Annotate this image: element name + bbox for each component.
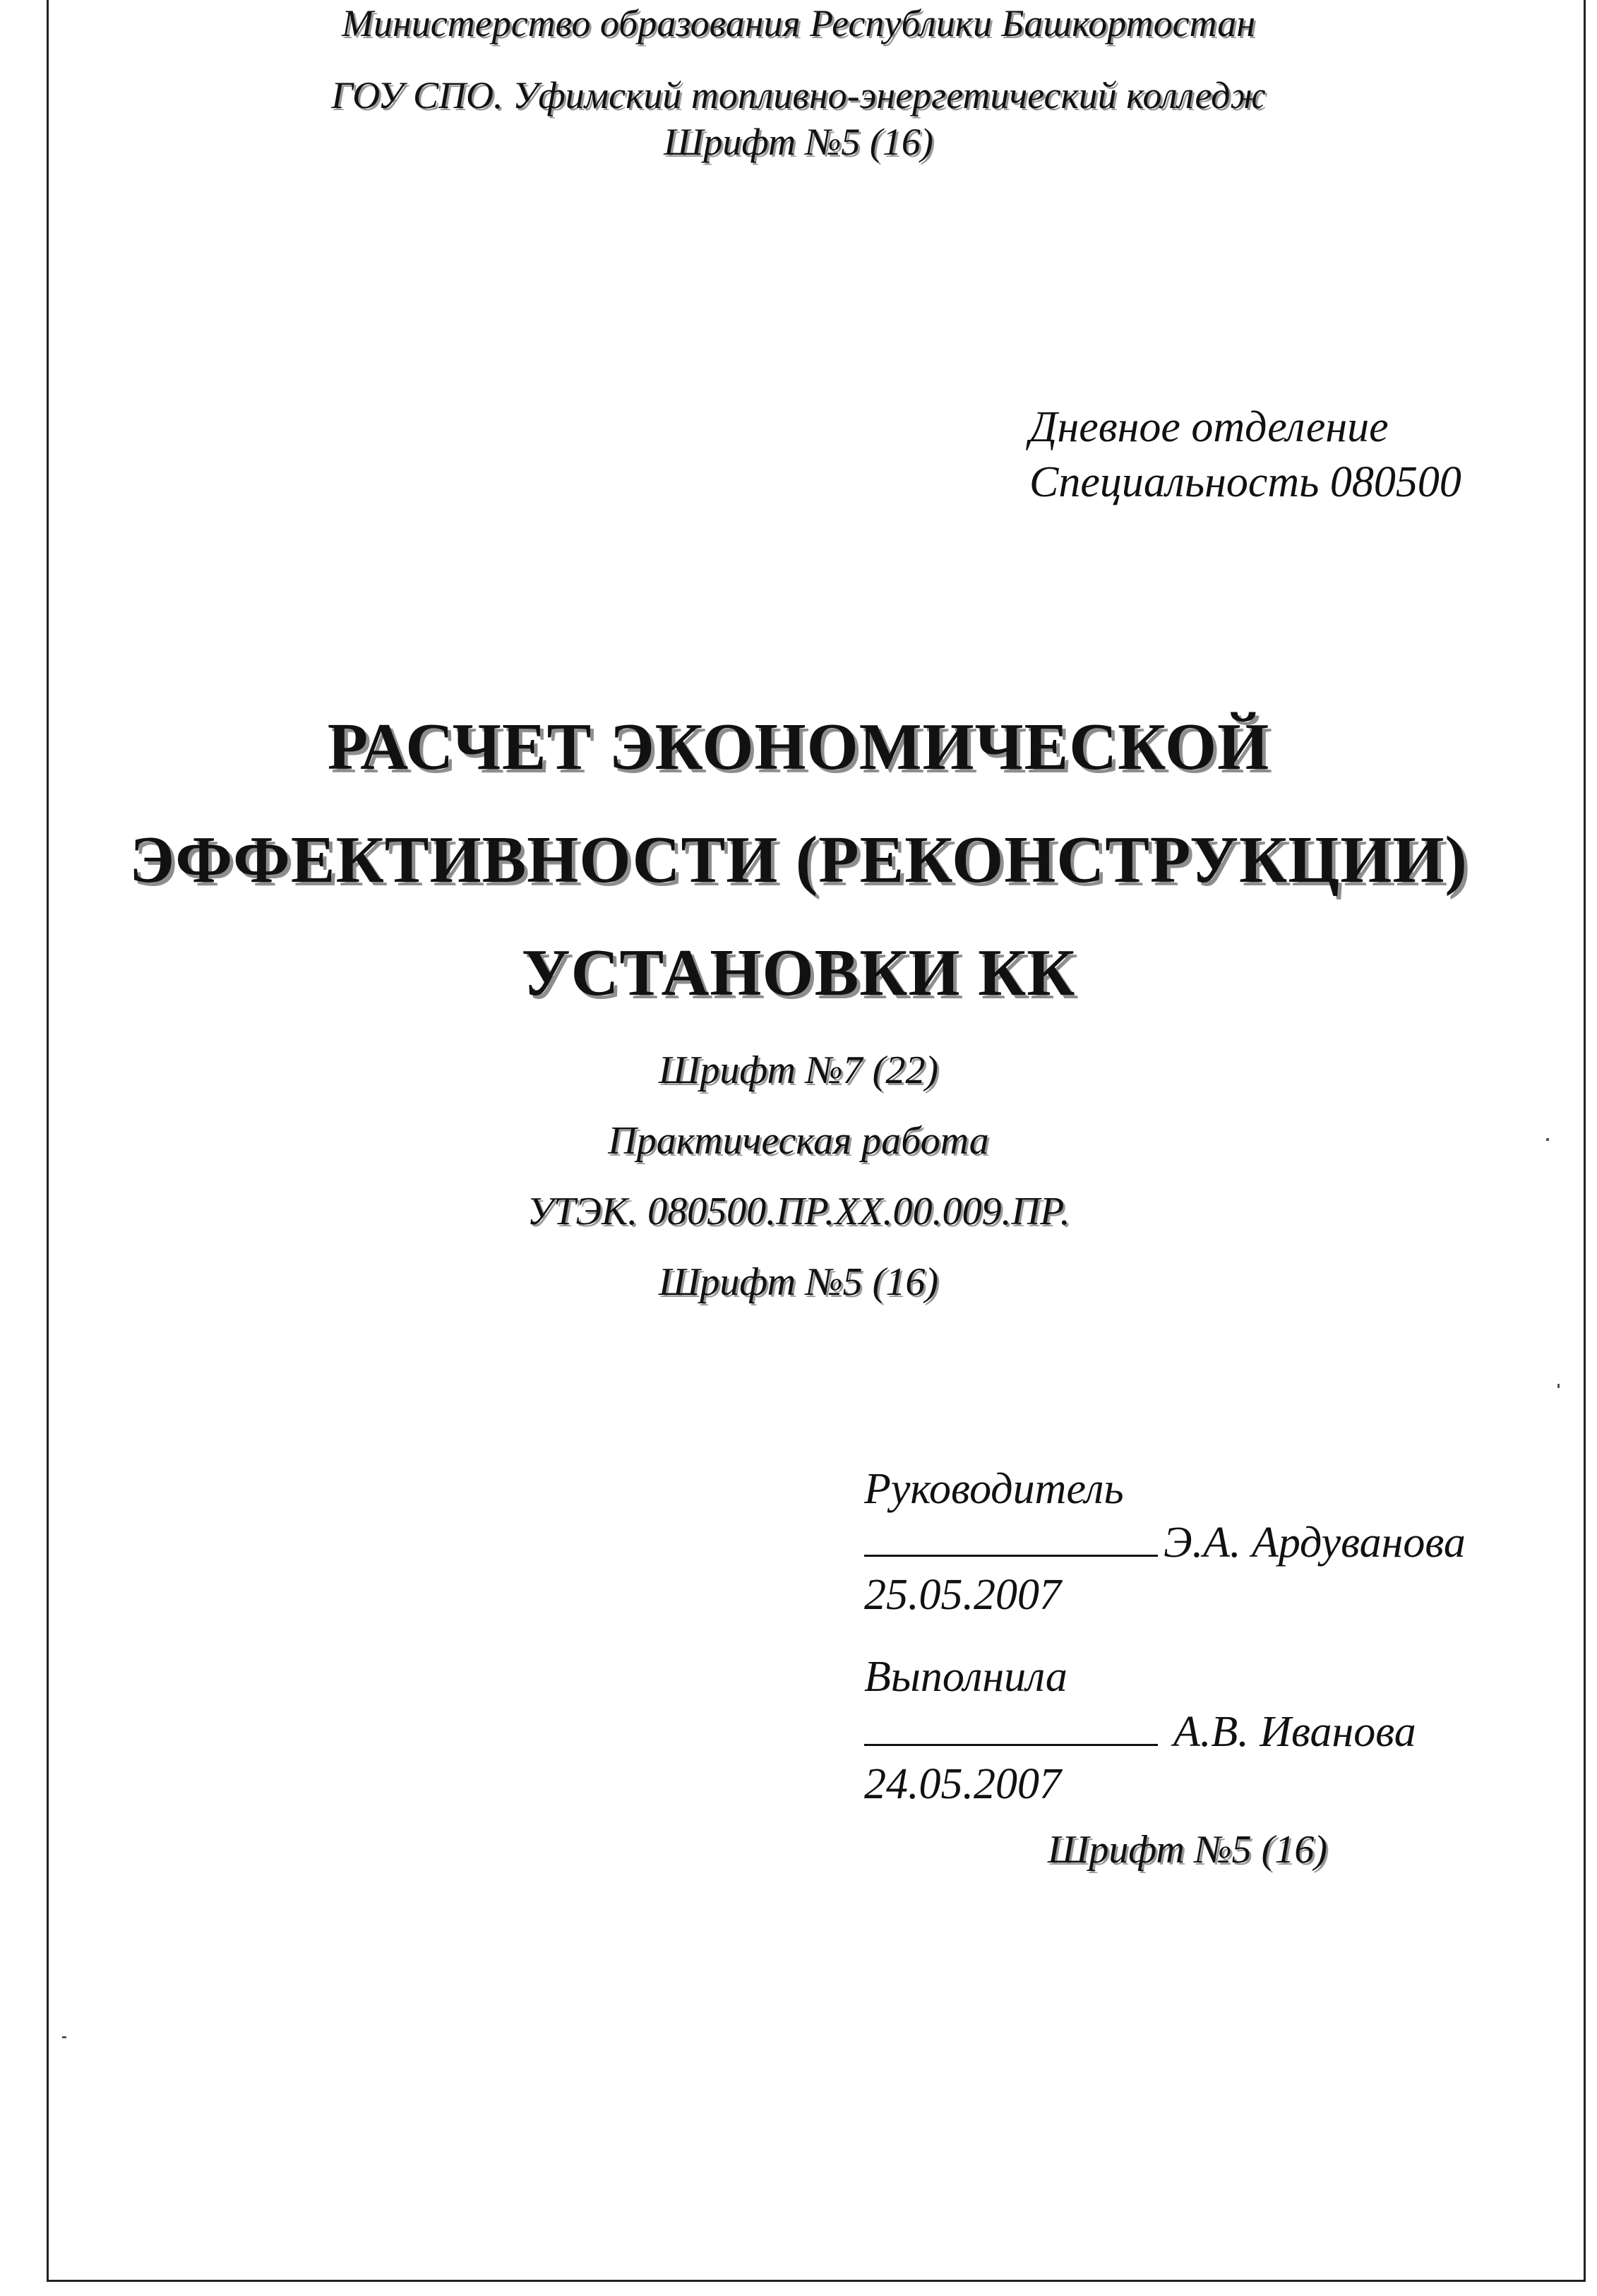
scan-speck [62,2036,66,2038]
scan-speck [1557,1384,1560,1388]
author-label: Выполнила [864,1653,1067,1701]
specialty-line: Специальность 080500 [1029,458,1461,506]
work-type: Практическая работа [608,1119,989,1163]
supervisor-date: 25.05.2007 [864,1571,1061,1619]
header-font-note: Шрифт №5 (16) [664,121,933,163]
details-font-note: Шрифт №5 (16) [659,1260,938,1304]
title-font-note: Шрифт №7 (22) [659,1048,938,1092]
supervisor-name: Э.А. Ардуванова [1164,1519,1466,1567]
signatures-font-note: Шрифт №5 (16) [1048,1828,1327,1872]
title-line-1: РАСЧЕТ ЭКОНОМИЧЕСКОЙ [327,710,1270,784]
author-date: 24.05.2007 [864,1760,1061,1808]
author-signature-line [864,1738,1158,1746]
supervisor-label: Руководитель [864,1465,1124,1513]
title-line-3: УСТАНОВКИ КК [521,936,1076,1010]
author-signature-row [864,1707,1416,1757]
ministry-line: Министерство образования Республики Башкортостан [341,2,1256,44]
supervisor-signature-line [864,1549,1158,1557]
author-name: А.В. Иванова [1173,1708,1416,1756]
scan-speck [1546,1138,1549,1141]
department-line: Дневное отделение [1029,403,1389,451]
supervisor-signature-row [864,1518,1466,1568]
document-code: УТЭК. 080500.ПР.ХХ.00.009.ПР. [527,1190,1070,1233]
title-line-2: ЭФФЕКТИВНОСТИ (РЕКОНСТРУКЦИИ) [129,823,1468,897]
college-line: ГОУ СПО. Уфимский топливно-энергетический колледж [331,74,1266,116]
